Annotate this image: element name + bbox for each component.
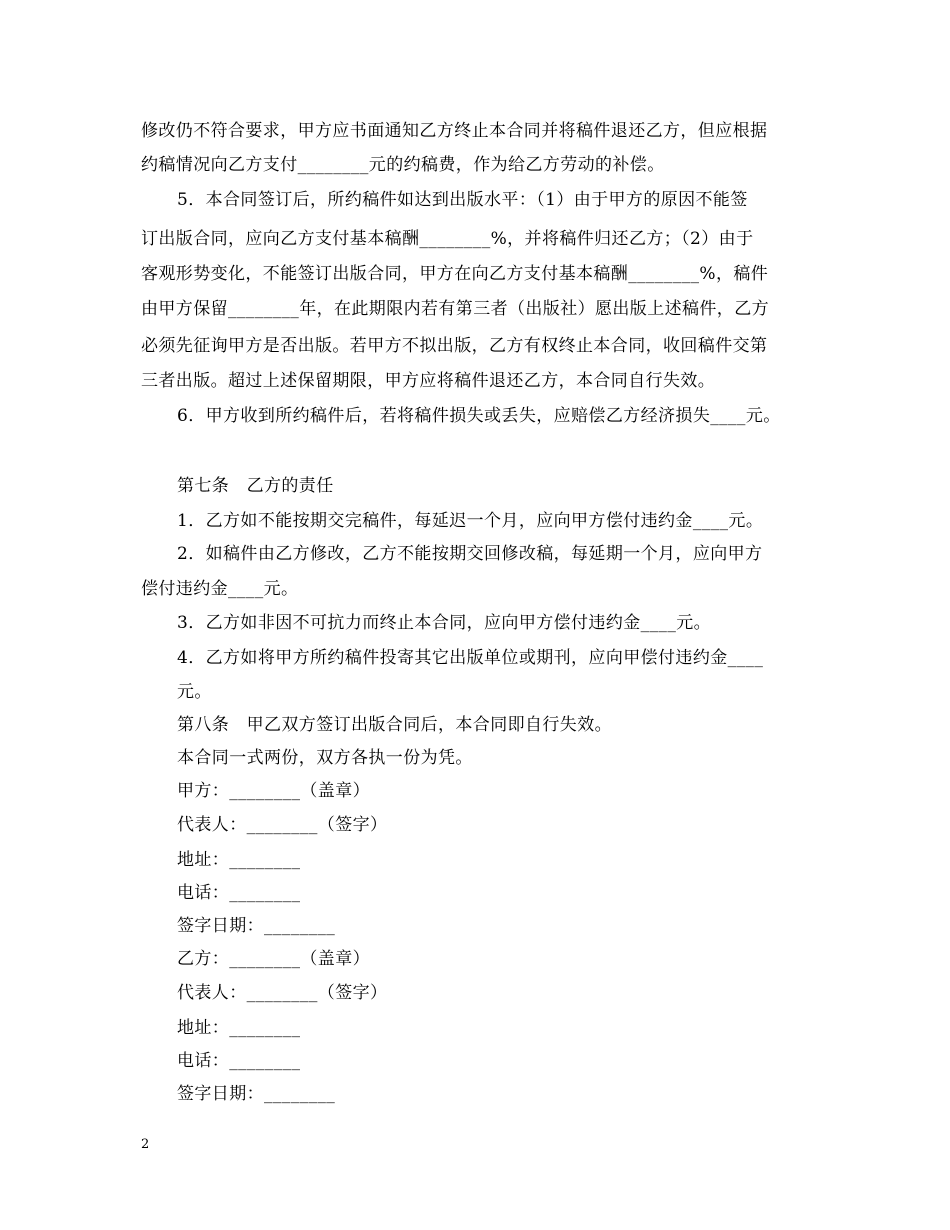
body-line: 必须先征询甲方是否出版。若甲方不拟出版，乙方有权终止本合同，收回稿件交第 <box>141 336 768 356</box>
body-line: 本合同一式两份，双方各执一份为凭。 <box>177 748 473 768</box>
signature-field: 代表人：________（签字） <box>177 983 388 1003</box>
section-heading: 第八条 甲乙双方签订出版合同后，本合同即自行失效。 <box>177 715 612 735</box>
signature-field: 电话：________ <box>177 883 301 903</box>
page-number: 2 <box>141 1137 150 1152</box>
signature-field: 甲方：________（盖章） <box>177 781 370 801</box>
body-line: 客观形势变化，不能签订出版合同，甲方在向乙方支付基本稿酬________%，稿件 <box>141 264 769 284</box>
signature-field: 地址：________ <box>177 1018 301 1038</box>
signature-field: 电话：________ <box>177 1051 301 1071</box>
body-line: 三者出版。超过上述保留期限，甲方应将稿件退还乙方，本合同自行失效。 <box>141 371 716 391</box>
signature-field: 代表人：________（签字） <box>177 815 388 835</box>
body-line: 元。 <box>177 682 212 702</box>
body-line: 约稿情况向乙方支付________元的约稿费，作为给乙方劳动的补偿。 <box>141 155 665 175</box>
body-line: 3．乙方如非因不可抗力而终止本合同，应向甲方偿付违约金____元。 <box>177 613 712 633</box>
body-line: 由甲方保留________年，在此期限内若有第三者（出版社）愿出版上述稿件，乙方 <box>141 299 769 319</box>
body-line: 订出版合同，应向乙方支付基本稿酬________%，并将稿件归还乙方；（2）由于 <box>141 229 754 249</box>
body-line: 1．乙方如不能按期交完稿件，每延迟一个月，应向甲方偿付违约金____元。 <box>177 511 764 531</box>
signature-field: 地址：________ <box>177 850 301 870</box>
body-line: 4．乙方如将甲方所约稿件投寄其它出版单位或期刊，应向甲偿付违约金____ <box>177 648 764 668</box>
body-line: 偿付违约金____元。 <box>141 579 299 599</box>
signature-field: 签字日期：________ <box>177 916 336 936</box>
body-line: 6．甲方收到所约稿件后，若将稿件损失或丢失，应赔偿乙方经济损失____元。 <box>177 406 781 426</box>
signature-field: 乙方：________（盖章） <box>177 949 370 969</box>
body-line: 修改仍不符合要求，甲方应书面通知乙方终止本合同并将稿件退还乙方，但应根据 <box>141 121 768 141</box>
body-line: 5．本合同签订后，所约稿件如达到出版水平：（1）由于甲方的原因不能签 <box>177 190 748 210</box>
section-heading: 第七条 乙方的责任 <box>177 476 334 496</box>
signature-field: 签字日期：________ <box>177 1084 336 1104</box>
body-line: 2．如稿件由乙方修改，乙方不能按期交回修改稿，每延期一个月，应向甲方 <box>177 544 763 564</box>
